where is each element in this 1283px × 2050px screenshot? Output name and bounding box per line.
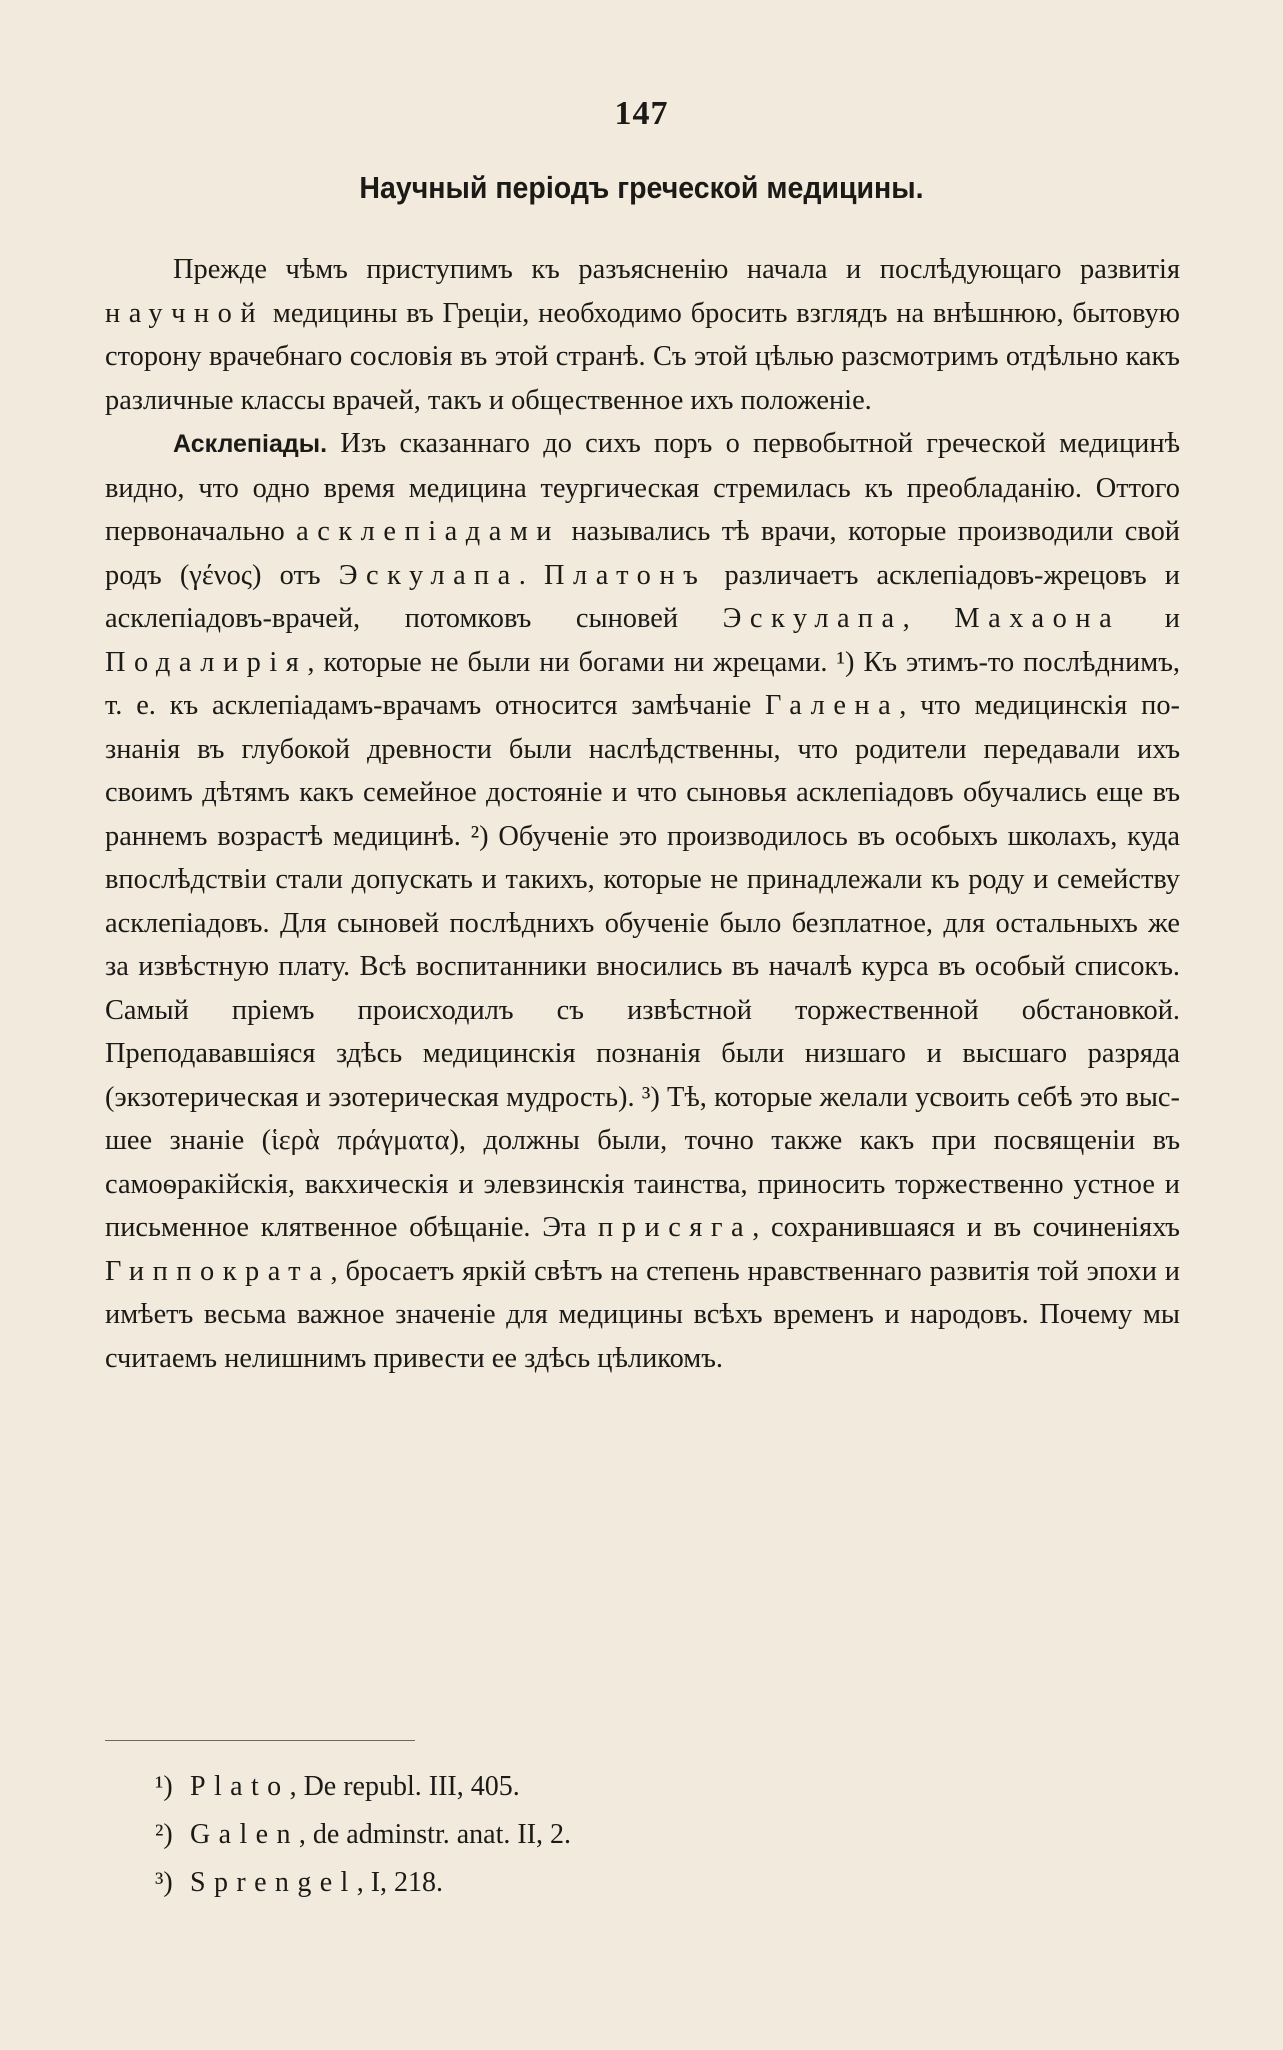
text-run: Прежде чѣмъ приступимъ къ разъясненію начала и послѣдующаго развитія xyxy=(173,254,1180,285)
spaced-name: Эскулапа xyxy=(338,559,519,591)
main-text xyxy=(105,248,1180,1380)
text-run: Изъ сказаннаго до сихъ поръ о первобытной греческой медицинѣ видно, что одно время медицина теургическая стремилась къ преобладанію. Оттого первоначально xyxy=(105,428,1180,547)
spaced-name: Подалирія xyxy=(105,646,308,678)
text-run: . xyxy=(518,559,545,591)
text-run: , De republ. III, 405. xyxy=(289,1771,520,1802)
spaced-name: Гиппократа xyxy=(105,1255,331,1287)
text-run: , I, 218. xyxy=(356,1867,444,1898)
text-run: назывались тѣ врачи, которые производили свой родъ (γένος) отъ xyxy=(105,516,1180,591)
spaced-name: Эскулапа xyxy=(722,603,903,634)
text-run: , de adminstr. anat. II, 2. xyxy=(298,1819,572,1850)
paragraph-intro xyxy=(105,248,1180,422)
footnote-3 xyxy=(155,1859,955,1907)
text-run: медицины въ Греціи, необходимо бросить взглядъ на внѣшнюю, бытовую сторону врачебнаго сословія въ этой странѣ. Съ этой цѣлью разсмотримъ отдѣльно какъ различные классы врачей, такъ и общественное ихъ положеніе. xyxy=(105,297,1180,416)
paragraph-asclepiads xyxy=(105,422,1180,1380)
spaced-name: Sprengel xyxy=(190,1867,357,1898)
footnote-2 xyxy=(155,1811,955,1859)
spaced-name: асклепіадами xyxy=(296,516,561,547)
footnote-marker: ¹) xyxy=(155,1771,173,1802)
spaced-name: Plato xyxy=(190,1771,290,1802)
footnotes xyxy=(155,1763,955,1907)
spaced-name: Платонъ xyxy=(544,559,707,591)
text-run: различаетъ асклепіадовъ-жрецовъ и асклепіадовъ-врачей, потомковъ сыновей xyxy=(105,559,1180,634)
spaced-name: научной xyxy=(105,297,265,329)
text-run: , которые не были ни богами ни жрецами. ¹) Къ этимъ-то послѣднимъ, т. е. къ асклепіадамъ-врачамъ относится замѣчаніе xyxy=(105,646,1180,721)
footnote-text xyxy=(190,1771,520,1802)
text-run: , сохранившаяся и въ сочиненіяхъ xyxy=(752,1212,1180,1243)
text-run: , бросаетъ яркій свѣтъ на степень нравственнаго развитія той эпохи и имѣетъ весьма важное значеніе для медицины всѣхъ временъ и народовъ. Почему мы считаемъ нелишнимъ привести ее здѣсь цѣликомъ. xyxy=(105,1255,1180,1374)
spaced-name: присяга xyxy=(598,1212,753,1243)
text-run: и xyxy=(1120,603,1180,634)
footnote-text xyxy=(190,1819,571,1850)
footnote-marker: ²) xyxy=(155,1819,173,1850)
spaced-name: Galen xyxy=(190,1819,299,1850)
text-run: , xyxy=(902,603,955,634)
footnote-text xyxy=(190,1867,443,1898)
spaced-name: Галена xyxy=(765,690,900,721)
bold-heading: Асклепіады. xyxy=(173,430,328,458)
text-run: , что медицинскія познанія въ глубокой древности были наслѣдственны, что родители передавали ихъ своимъ дѣтямъ какъ семейное достояніе и что сыновья асклепіадовъ обучались еще въ раннемъ возрастѣ медицинѣ. ²) Обученіе это производилось въ особыхъ школахъ, куда впослѣдствіи стали допускать и такихъ, которые не принадлежали къ роду и семейству асклепіадовъ. Для сыновей послѣднихъ обученіе было безплатное, для остальныхъ же за извѣстную плату. Всѣ воспитанники вносились въ началѣ курса въ особый списокъ. Самый пріемъ происходилъ съ извѣстной торжественной обстановкой. Преподававшіяся здѣсь медицинскія познанія были низшаго и высшаго разряда (экзотерическая и эзотерическая мудрость). ³) Тѣ, которые желали усвоить себѣ это высшее знаніе (ἱερὰ πράγματα), должны были, точно также какъ при посвященіи въ самоѳракійскія, вакхическія и элевзинскія таинства, приносить торжественно устное и письменное клятвенное обѣщаніе. Эта xyxy=(105,690,1180,1243)
chapter-title: Научный періодъ греческой медицины. xyxy=(359,170,924,205)
footnote-divider xyxy=(105,1740,415,1741)
page-number: 147 xyxy=(614,95,669,132)
spaced-name: Махаона xyxy=(954,603,1121,634)
footnote-marker: ³) xyxy=(155,1867,173,1898)
footnote-1 xyxy=(155,1763,955,1811)
